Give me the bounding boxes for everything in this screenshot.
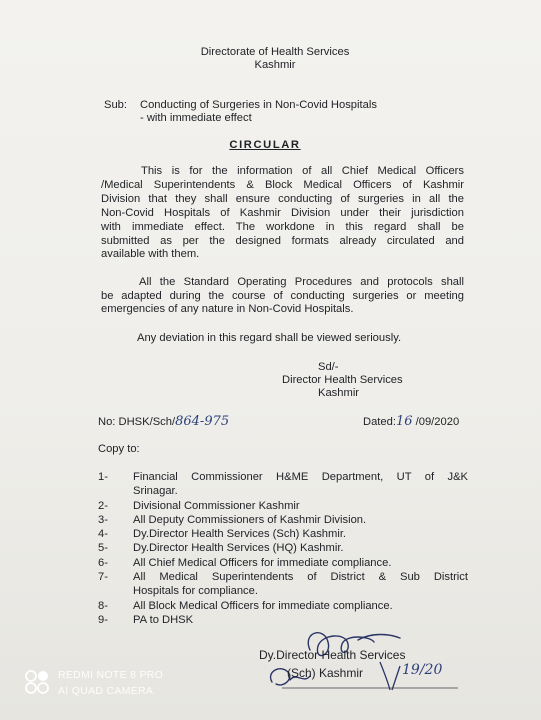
signature-designation: Director Health Services (282, 374, 403, 386)
subject-line-2: - with immediate effect (140, 112, 252, 124)
header-subtitle: Kashmir (254, 59, 296, 71)
list-item-number: 6- (98, 557, 108, 569)
list-item-number: 1- (98, 471, 108, 483)
list-item-text: PA to DHSK (133, 614, 194, 626)
header-title: Directorate of Health Services (200, 46, 350, 58)
signature-sd: Sd/- (318, 361, 339, 373)
camera-watermark-camera: AI QUAD CAMERA (58, 685, 154, 697)
list-item-text: Srinagar. (133, 485, 178, 497)
paragraph-3: Any deviation in this regard shall be viewed seriously. (137, 332, 402, 344)
list-item-text: Financial Commissioner H&ME Department, UT of J&K (133, 471, 468, 483)
paragraph-line: emergencies of any nature in Non-Covid Hospitals. (101, 303, 354, 315)
list-item-number: 3- (98, 514, 108, 526)
list-item-text: Dy.Director Health Services (HQ) Kashmir. (133, 542, 344, 554)
reference-date-rest: /09/2020 (412, 416, 460, 428)
paragraph-line: Division that they shall ensure conducting of surgeries in all the (101, 193, 464, 205)
reference-number (98, 415, 229, 430)
subject-label: Sub: (104, 99, 128, 111)
reference-date (363, 415, 459, 430)
list-item-number: 9- (98, 614, 108, 626)
subject-line-1: Conducting of Surgeries in Non-Covid Hospitals (140, 99, 377, 111)
list-item-text: All Medical Superintendents of District & Sub District (133, 571, 468, 583)
footer-signature-place: (Sch) Kashmir (287, 666, 364, 680)
list-item-number: 5- (98, 542, 108, 554)
paragraph-line: be adapted during the course of conducting surgeries or meeting (101, 290, 464, 302)
list-item-text: Hospitals for compliance. (133, 585, 258, 597)
paragraph-line: This is for the information of all Chief Medical Officers (141, 165, 464, 177)
camera-watermark-icon (24, 669, 50, 695)
reference-number-handwritten: 864-975 (175, 414, 230, 429)
paragraph-line: All the Standard Operating Procedures and protocols shall (139, 276, 464, 288)
camera-watermark-model: REDMI NOTE 8 PRO (58, 669, 164, 681)
list-item-text: All Block Medical Officers for immediate compliance. (133, 600, 393, 612)
circular-title: CIRCULAR (229, 139, 301, 151)
paragraph-line: with immediate effect. The workdone in this regard shall be (101, 221, 464, 233)
reference-number-label: No: DHSK/Sch/ (98, 416, 176, 428)
signature-place: Kashmir (318, 387, 360, 399)
list-item-text: All Chief Medical Officers for immediate compliance. (133, 557, 392, 569)
footer-handwritten-date: 19/20 (402, 662, 443, 678)
paragraph-line: submitted as per the designed formats already circulated and (101, 235, 464, 247)
reference-date-label: Dated: (363, 416, 396, 428)
list-item-text: All Deputy Commissioners of Kashmir Division. (133, 514, 367, 526)
list-item-number: 7- (98, 571, 108, 583)
paragraph-line: available with them. (101, 248, 200, 260)
list-item-number: 4- (98, 528, 108, 540)
list-item-number: 2- (98, 500, 108, 512)
copy-to-label: Copy to: (98, 443, 140, 455)
footer-signature-title: Dy.Director Health Services (259, 648, 406, 662)
list-item-text: Dy.Director Health Services (Sch) Kashmir. (133, 528, 347, 540)
list-item-text: Divisional Commissioner Kashmir (133, 500, 300, 512)
reference-date-handwritten: 16 (395, 414, 413, 429)
paragraph-line: /Medical Superintendents & Block Medical Officers of Kashmir (101, 179, 464, 191)
list-item-number: 8- (98, 600, 108, 612)
paragraph-line: Non-Covid Hospitals of Kashmir Division under their jurisdiction (101, 207, 464, 219)
